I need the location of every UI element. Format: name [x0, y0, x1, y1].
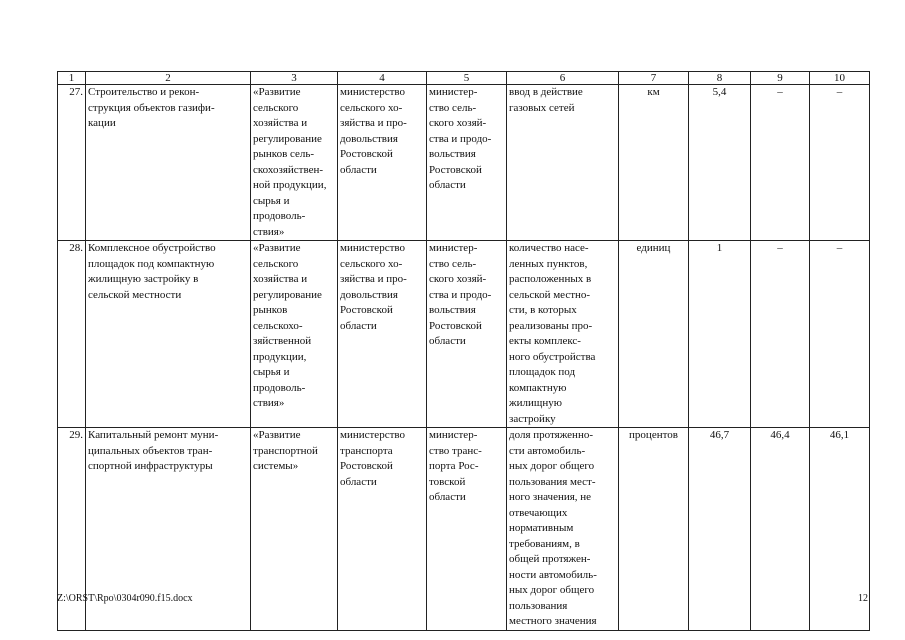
cell-line: жилищную [509, 397, 562, 409]
cell-line: сти, в которых [509, 304, 577, 316]
cell-line: жилищную застройку в [88, 273, 199, 285]
event-name-cell [86, 241, 251, 428]
header-cell: 1 [58, 72, 86, 85]
cell-line: регулирование [253, 288, 322, 301]
value-col8-cell: 46,7 [689, 428, 751, 631]
value-col10-cell: 46,1 [810, 428, 870, 631]
cell-line: «Развитие [253, 429, 301, 441]
header-cell: 3 [251, 72, 338, 85]
cell-line: Строительство и рекон- [88, 86, 200, 98]
cell-line: вольствия [429, 148, 476, 160]
cell-line: товской [429, 475, 466, 488]
header-cell: 4 [338, 72, 427, 85]
cell-line: Ростовской [340, 460, 393, 472]
cell-line: ной продукции, [253, 179, 327, 191]
header-cell: 2 [86, 72, 251, 85]
cell-line: ства и продо- [429, 132, 492, 145]
cell-line: министер- [429, 242, 478, 254]
cell-line: Комплексное обустройство [88, 242, 216, 254]
cell-line: министерство [340, 429, 406, 441]
row-number-cell: 27. [58, 85, 86, 241]
cell-line: продоволь- [253, 210, 306, 222]
value-col9-cell: – [751, 85, 810, 241]
indicator-cell [507, 85, 619, 241]
header-cell: 5 [427, 72, 507, 85]
cell-line: ного обустройства [509, 350, 596, 363]
cell-line: ства и продо- [429, 288, 492, 301]
value-col8-cell: 5,4 [689, 85, 751, 241]
cell-line: количество насе- [509, 242, 589, 254]
indicator-cell [507, 241, 619, 428]
cell-line: сырья и [253, 194, 290, 207]
cell-line: ного значения, не [509, 491, 592, 503]
cell-line: хозяйства и [253, 117, 308, 129]
cell-line: ского хозяй- [429, 273, 487, 285]
value-col9-cell: – [751, 241, 810, 428]
cell-line: области [429, 335, 466, 347]
cell-line: зяйства и про- [340, 117, 407, 129]
cell-line: спортной инфраструктуры [88, 460, 213, 472]
cell-line: нормативным [509, 522, 574, 534]
cell-line: министер- [429, 429, 478, 441]
cell-line: струкция объектов газифи- [88, 101, 215, 114]
cell-line: Ростовской [429, 163, 482, 176]
header-cell: 10 [810, 72, 870, 85]
row-number-cell: 28. [58, 241, 86, 428]
cell-line: рынков [253, 304, 288, 316]
program-cell [251, 428, 338, 631]
cell-line: министер- [429, 86, 478, 98]
cell-line: рынков сель- [253, 148, 315, 160]
data-table [57, 71, 870, 631]
coexecutor-cell [427, 85, 507, 241]
cell-line: ввод в действие [509, 86, 583, 98]
cell-line: застройку [509, 412, 556, 425]
cell-line: отвечающих [509, 506, 568, 519]
cell-line: транспорта [340, 444, 393, 457]
cell-line: площадок под компактную [88, 257, 215, 270]
cell-line: зяйственной [253, 335, 312, 347]
program-cell [251, 85, 338, 241]
value-col10-cell: – [810, 241, 870, 428]
cell-line: области [340, 475, 377, 488]
cell-line: ствия» [253, 225, 285, 238]
table-row [58, 85, 870, 241]
header-cell: 6 [507, 72, 619, 85]
cell-line: Ростовской [340, 148, 393, 160]
cell-line: доля протяженно- [509, 429, 593, 441]
unit-cell: единиц [619, 241, 689, 428]
cell-line: сырья и [253, 366, 290, 378]
cell-line: «Развитие [253, 86, 301, 98]
cell-line: реализованы про- [509, 319, 593, 332]
cell-line: продукции, [253, 350, 307, 363]
cell-line: продоволь- [253, 381, 306, 394]
header-cell: 9 [751, 72, 810, 85]
cell-line: системы» [253, 460, 299, 472]
footer-file-path: Z:\ORST\Rpo\0304r090.f15.docx [57, 593, 193, 604]
cell-line: области [429, 179, 466, 191]
cell-line: компактную [509, 381, 567, 394]
cell-line: скохозяйствен- [253, 163, 324, 176]
cell-line: сельского [253, 257, 299, 270]
cell-line: ципальных объектов тран- [88, 444, 213, 457]
value-col9-cell: 46,4 [751, 428, 810, 631]
cell-line: Ростовской [340, 304, 393, 316]
coexecutor-cell [427, 241, 507, 428]
header-cell: 8 [689, 72, 751, 85]
cell-line: ных дорог общего [509, 584, 595, 596]
cell-line: сти автомобиль- [509, 444, 586, 457]
cell-line: сельскохо- [253, 319, 303, 332]
cell-line: зяйства и про- [340, 273, 407, 285]
cell-line: транспортной [253, 444, 318, 457]
table-header-row [58, 72, 870, 85]
cell-line: ствия» [253, 397, 285, 409]
executor-cell [338, 85, 427, 241]
coexecutor-cell [427, 428, 507, 631]
cell-line: хозяйства и [253, 273, 308, 285]
cell-line: области [429, 491, 466, 503]
cell-line: области [340, 319, 377, 332]
cell-line: общей протяжен- [509, 553, 591, 565]
header-cell: 7 [619, 72, 689, 85]
indicator-cell [507, 428, 619, 631]
unit-cell: км [619, 85, 689, 241]
cell-line: Капитальный ремонт муни- [88, 429, 219, 441]
executor-cell [338, 241, 427, 428]
executor-cell [338, 428, 427, 631]
cell-line: ского хозяй- [429, 117, 487, 129]
cell-line: министерство [340, 242, 406, 254]
cell-line: ных дорог общего [509, 460, 595, 472]
cell-line: сельского хо- [340, 101, 403, 114]
cell-line: вольствия [429, 304, 476, 316]
cell-line: газовых сетей [509, 101, 575, 114]
cell-line: екты комплекс- [509, 335, 581, 347]
cell-line: области [340, 163, 377, 176]
cell-line: ство транс- [429, 444, 482, 457]
cell-line: «Развитие [253, 242, 301, 254]
cell-line: регулирование [253, 132, 322, 145]
cell-line: ство сель- [429, 101, 477, 114]
cell-line: ство сель- [429, 257, 477, 270]
cell-line: сельской местно- [509, 288, 591, 301]
event-name-cell [86, 85, 251, 241]
cell-line: Ростовской [429, 319, 482, 332]
cell-line: пользования [509, 599, 568, 612]
program-cell [251, 241, 338, 428]
cell-line: сельского [253, 101, 299, 114]
cell-line: местного значения [509, 615, 597, 627]
row-number-cell: 29. [58, 428, 86, 631]
cell-line: министерство [340, 86, 406, 98]
cell-line: сельской местности [88, 288, 182, 301]
cell-line: кации [88, 117, 116, 129]
cell-line: площадок под [509, 366, 576, 378]
value-col8-cell: 1 [689, 241, 751, 428]
value-col10-cell: – [810, 85, 870, 241]
cell-line: сельского хо- [340, 257, 403, 270]
cell-line: пользования мест- [509, 475, 596, 488]
cell-line: довольствия [340, 288, 398, 301]
cell-line: расположенных в [509, 273, 592, 285]
cell-line: довольствия [340, 132, 398, 145]
table-row [58, 241, 870, 428]
footer-page-number: 12 [858, 593, 868, 604]
unit-cell: процентов [619, 428, 689, 631]
cell-line: ности автомобиль- [509, 568, 597, 581]
cell-line: ленных пунктов, [509, 257, 588, 270]
cell-line: требованиям, в [509, 537, 580, 550]
cell-line: порта Рос- [429, 460, 479, 472]
